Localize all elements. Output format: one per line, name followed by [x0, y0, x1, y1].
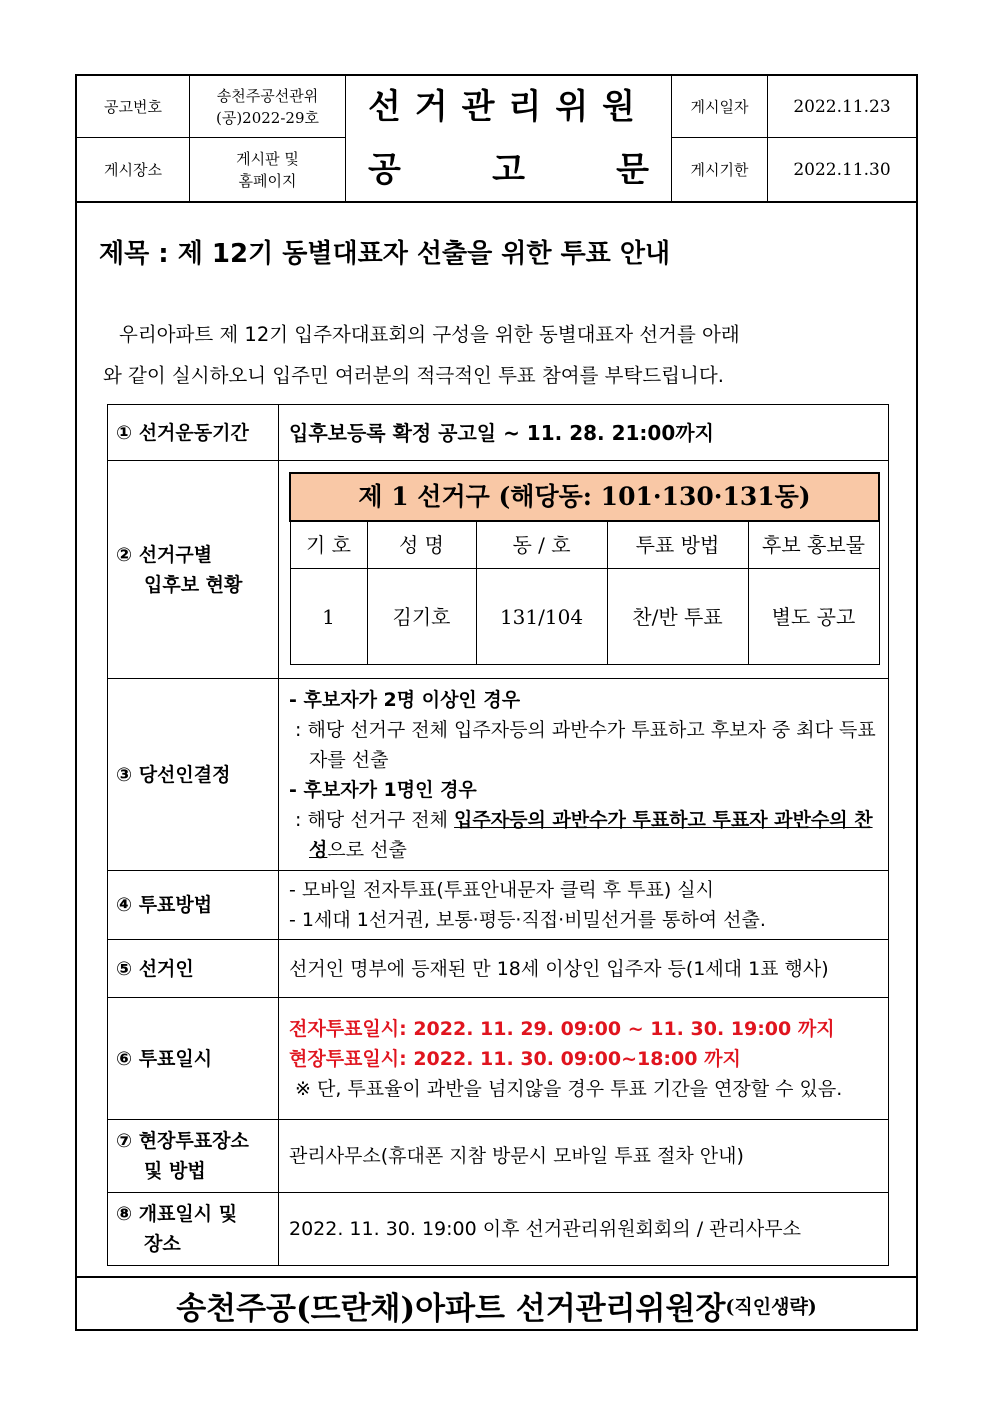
post-date-label: 게시일자	[672, 76, 768, 138]
row-voting-dates	[108, 998, 889, 1120]
counting-label: ⑧ 개표일시 및 장소	[108, 1193, 279, 1266]
voters-value: 선거인 명부에 등재된 만 18세 이상인 입주자 등(1세대 1표 행사)	[279, 940, 889, 998]
voting-dates-label: ⑥ 투표일시	[108, 998, 279, 1120]
col-number: 기 호	[290, 521, 367, 569]
voting-method-value: - 모바일 전자투표(투표안내문자 클릭 후 투표) 실시 - 1세대 1선거권, 보통·평등·직접·비밀선거를 통하여 선출.	[279, 871, 889, 940]
post-until-value: 2022.11.30	[793, 159, 891, 180]
notice-no-value: 송천주공선관위 (공)2022-29호	[190, 76, 346, 138]
onsite-place-label: ⑦ 현장투표장소 및 방법	[108, 1120, 279, 1193]
campaign-period-value: 입후보등록 확정 공고일 ~ 11. 28. 21:00까지	[279, 405, 889, 461]
notice-title-line2: 공 고 문	[346, 138, 672, 201]
candidate-name: 김기호	[367, 569, 476, 665]
col-promo: 후보 홍보물	[748, 521, 879, 569]
place-value: 게시판 및 홈페이지	[190, 138, 346, 201]
counting-value: 2022. 11. 30. 19:00 이후 선거관리위원회회의 / 관리사무소	[279, 1193, 889, 1266]
voting-dates-value: 전자투표일시: 2022. 11. 29. 09:00 ~ 11. 30. 19:00 까지 현장투표일시: 2022. 11. 30. 09:00~18:00 까지 ※ 단, 투표율이 과반을 넘지않을 경우 투표 기간을 연장할 수 있음.	[279, 998, 889, 1120]
notice-header	[77, 76, 916, 203]
voters-label: ⑤ 선거인	[108, 940, 279, 998]
candidate-number: 1	[290, 569, 367, 665]
candidates-label: ② 선거구별 입후보 현황	[108, 461, 279, 679]
notice-subject: 제목 : 제 12기 동별대표자 선출을 위한 투표 안내	[99, 239, 671, 269]
notice-no-label: 공고번호	[77, 76, 190, 138]
intro-paragraph: 우리아파트 제 12기 입주자대표회의 구성을 위한 동별대표자 선거를 아래 와 같이 실시하오니 입주민 여러분의 적극적인 투표 참여를 부탁드립니다.	[103, 323, 740, 387]
post-until-label: 게시기한	[672, 138, 768, 201]
notice-title-line1: 선거관리위원	[346, 76, 672, 138]
notice-footer	[77, 1276, 916, 1332]
candidate-row	[290, 569, 879, 665]
place-label: 게시장소	[77, 138, 190, 201]
candidate-vote-method: 찬/반 투표	[607, 569, 748, 665]
col-unit: 동 / 호	[476, 521, 607, 569]
candidates-cell	[279, 461, 889, 679]
row-winner-decision	[108, 679, 889, 871]
district-title: 제 1 선거구 (해당동: 101·130·131동)	[290, 473, 879, 521]
candidate-promo: 별도 공고	[748, 569, 879, 665]
row-voters	[108, 940, 889, 998]
campaign-period-label: ① 선거운동기간	[108, 405, 279, 461]
notice-frame	[75, 74, 918, 1331]
row-voting-method	[108, 871, 889, 940]
winner-decision-value: - 후보자가 2명 이상인 경우 : 해당 선거구 전체 입주자등의 과반수가 투표하고 후보자 중 최다 득표자를 선출 - 후보자가 1명인 경우 : 해당 선거구 전체 입주자등의 과반수가 투표하고 투표자 과반수의 찬성으로 선출	[279, 679, 889, 871]
voting-method-label: ④ 투표방법	[108, 871, 279, 940]
candidate-unit: 131/104	[476, 569, 607, 665]
committee-signature: 송천주공(뜨란채)아파트 선거관리위원장	[176, 1290, 726, 1327]
winner-decision-label: ③ 당선인결정	[108, 679, 279, 871]
election-info-table	[107, 404, 889, 1266]
candidate-table	[289, 472, 880, 666]
row-campaign-period	[108, 405, 889, 461]
row-counting	[108, 1193, 889, 1266]
onsite-place-value: 관리사무소(휴대폰 지참 방문시 모바일 투표 절차 안내)	[279, 1120, 889, 1193]
row-candidates	[108, 461, 889, 679]
candidate-header-row	[290, 521, 879, 569]
seal-omitted: (직인생략)	[725, 1295, 817, 1318]
col-vote-method: 투표 방법	[607, 521, 748, 569]
post-date-value: 2022.11.23	[768, 76, 916, 138]
row-onsite-place	[108, 1120, 889, 1193]
col-name: 성 명	[367, 521, 476, 569]
